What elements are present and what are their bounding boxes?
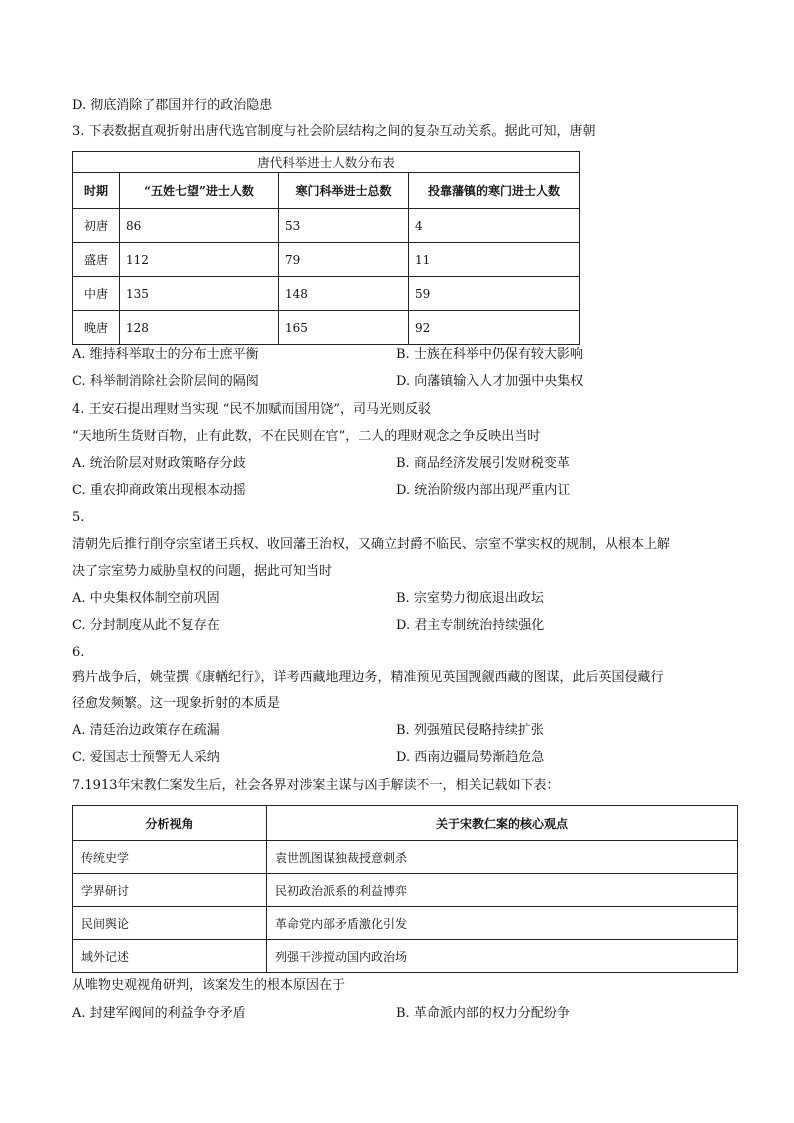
q3-cell: 86 [120, 209, 279, 243]
q3-cell: 112 [120, 243, 279, 277]
q5-stem-line-1: 清朝先后推行削夺宗室诸王兵权、收回藩王治权，又确立封爵不临民、宗室不掌实权的规制，从根本上解 [72, 537, 671, 552]
q6-option-b: B. 列强殖民侵略持续扩张 [396, 723, 544, 738]
q3-cell: 135 [120, 277, 279, 311]
q7-option-b: B. 革命派内部的权力分配纷争 [396, 1006, 570, 1021]
table-row [73, 243, 580, 277]
q3-cell: 初唐 [73, 209, 120, 243]
q3-table-caption: 唐代科举进士人数分布表 [73, 152, 580, 173]
table-row [73, 907, 738, 940]
q3-header-commoner-fanzhen: 投靠藩镇的寒门进士人数 [409, 173, 580, 209]
q7-cell: 民间舆论 [73, 907, 267, 940]
q5-option-d: D. 君主专制统治持续强化 [396, 618, 545, 633]
q5-option-a: A. 中央集权体制空前巩固 [72, 591, 220, 606]
q3-cell: 4 [409, 209, 580, 243]
table-row [73, 311, 580, 345]
q3-header-gentry: “五姓七望”进士人数 [120, 173, 279, 209]
q4-option-b: B. 商品经济发展引发财税变革 [396, 456, 570, 471]
q3-cell: 148 [279, 277, 409, 311]
q7-cell: 革命党内部矛盾激化引发 [267, 907, 738, 940]
q3-cell: 128 [120, 311, 279, 345]
q6-number: 6. [72, 645, 85, 660]
q7-cell: 学界研讨 [73, 874, 267, 907]
q7-cell: 袁世凯图谋独裁授意刺杀 [267, 841, 738, 874]
q4-option-d: D. 统治阶级内部出现严重内讧 [396, 483, 571, 498]
q4-stem-line-2: “天地所生货财百物，止有此数，不在民则在官”，二人的理财观念之争反映出当时 [72, 429, 541, 444]
q3-cell: 晚唐 [73, 311, 120, 345]
q7-stem: 7.1913年宋教仁案发生后，社会各界对涉案主谋与凶手解读不一，相关记载如下表： [72, 778, 560, 793]
q7-option-a: A. 封建军阀间的利益争夺矛盾 [72, 1006, 246, 1021]
q7-cell: 域外记述 [73, 940, 267, 973]
q3-cell: 53 [279, 209, 409, 243]
q7-header-viewpoint: 关于宋教仁案的核心观点 [267, 806, 738, 841]
q4-option-a: A. 统治阶层对财政策略存分歧 [72, 456, 246, 471]
q6-stem-line-2: 径愈发频繁。这一现象折射的本质是 [72, 696, 281, 711]
q2-option-d: D. 彻底消除了郡国并行的政治隐患 [72, 98, 273, 113]
q5-stem-line-2: 决了宗室势力威胁皇权的问题，据此可知当时 [72, 564, 333, 579]
q4-option-c: C. 重农抑商政策出现根本动摇 [72, 483, 246, 498]
q6-option-d: D. 西南边疆局势渐趋危急 [396, 750, 545, 765]
q5-option-c: C. 分封制度从此不复存在 [72, 618, 220, 633]
table-row [73, 209, 580, 243]
q3-cell: 59 [409, 277, 580, 311]
q7-cell: 传统史学 [73, 841, 267, 874]
q3-cell: 79 [279, 243, 409, 277]
q3-cell: 11 [409, 243, 580, 277]
q3-header-commoner-total: 寒门科举进士总数 [279, 173, 409, 209]
q3-table [72, 151, 580, 345]
table-row [73, 874, 738, 907]
q3-cell: 165 [279, 311, 409, 345]
table-row [73, 277, 580, 311]
q5-option-b: B. 宗室势力彻底退出政坛 [396, 591, 544, 606]
q3-option-d: D. 向藩镇输入人才加强中央集权 [396, 374, 584, 389]
q3-option-b: B. 士族在科举中仍保有较大影响 [396, 347, 583, 362]
q3-header-period: 时期 [73, 173, 120, 209]
q4-stem-line-1: 4. 王安石提出理财当实现 “民不加赋而国用饶”，司马光则反驳 [72, 402, 431, 417]
table-row [73, 940, 738, 973]
table-row [73, 841, 738, 874]
q6-stem-line-1: 鸦片战争后，姚莹撰《康輶纪行》，详考西藏地理边务，精准预见英国觊觎西藏的图谋，此后英国侵藏行 [72, 670, 664, 685]
q6-option-a: A. 清廷治边政策存在疏漏 [72, 723, 220, 738]
q3-cell: 盛唐 [73, 243, 120, 277]
q7-stem-line-2: 从唯物史观视角研判，该案发生的根本原因在于 [72, 978, 346, 993]
q3-cell: 中唐 [73, 277, 120, 311]
q3-option-a: A. 维持科举取士的分布士庶平衡 [72, 347, 259, 362]
q7-cell: 民初政治派系的利益博弈 [267, 874, 738, 907]
q3-cell: 92 [409, 311, 580, 345]
q7-cell: 列强干涉搅动国内政治场 [267, 940, 738, 973]
q5-number: 5. [72, 510, 85, 525]
q3-stem: 3. 下表数据直观折射出唐代选官制度与社会阶层结构之间的复杂互动关系。据此可知，唐朝 [72, 124, 596, 139]
q6-option-c: C. 爱国志士预警无人采纳 [72, 750, 220, 765]
q3-option-c: C. 科举制消除社会阶层间的隔阂 [72, 374, 259, 389]
q7-header-perspective: 分析视角 [73, 806, 267, 841]
q7-table [72, 805, 738, 973]
